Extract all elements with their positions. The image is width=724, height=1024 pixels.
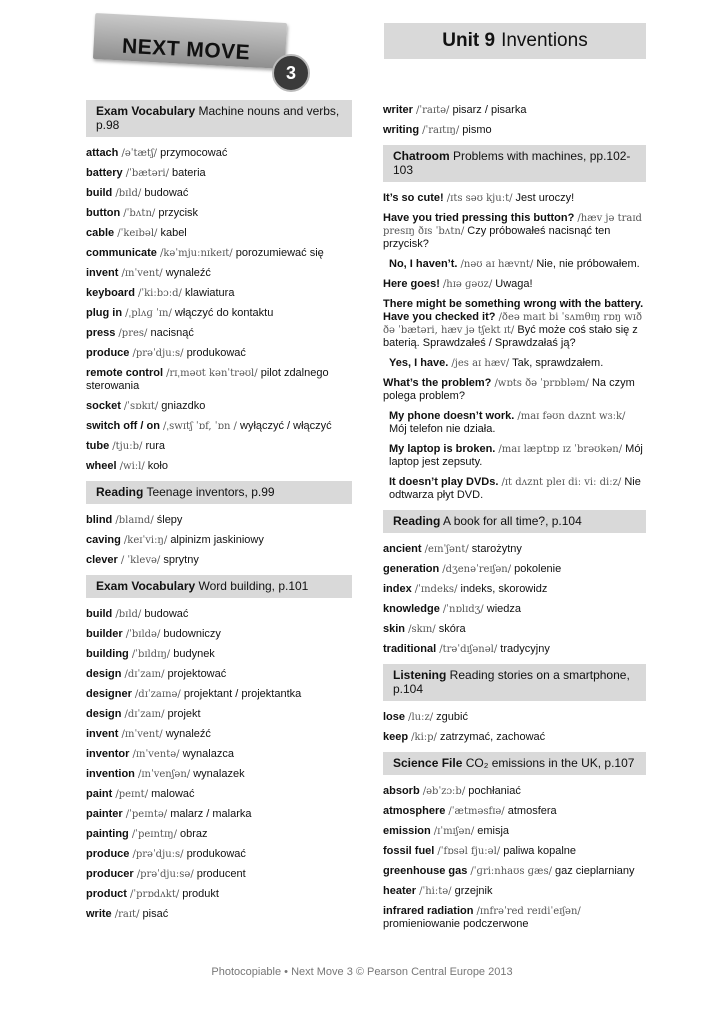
section-title: Reading — [96, 485, 144, 499]
vocab-phonetic: /raɪt/ — [114, 909, 140, 920]
vocab-phonetic: /peɪnt/ — [115, 789, 149, 800]
vocab-entry — [86, 287, 352, 300]
vocab-phonetic: /ɪnˈvenʃən/ — [137, 769, 191, 780]
vocab-entry — [86, 668, 352, 681]
vocab-translation: kabel — [160, 227, 187, 239]
vocab-word: button — [86, 207, 121, 219]
vocab-word: designer — [86, 688, 132, 700]
vocab-entry — [86, 167, 352, 180]
vocab-phonetic: /ˈsɒkɪt/ — [123, 401, 159, 412]
vocab-entry — [383, 258, 646, 271]
vocab-entry — [383, 731, 646, 744]
vocab-translation: wyłączyć / włączyć — [240, 420, 332, 432]
right-column — [383, 104, 646, 938]
vocab-entry — [383, 410, 646, 436]
vocab-word: invention — [86, 768, 135, 780]
vocab-phonetic: /ɪˈmɪʃən/ — [433, 826, 475, 837]
vocab-phonetic: /dɪˈzaɪn/ — [124, 669, 165, 680]
vocab-word: ancient — [383, 543, 422, 555]
vocab-translation: produkować — [186, 848, 246, 860]
vocab-translation: obraz — [180, 828, 208, 840]
section-header — [86, 100, 352, 137]
section-subtitle: Machine nouns and verbs, p.98 — [96, 104, 340, 132]
vocab-entry — [86, 187, 352, 200]
vocab-translation: emisja — [477, 825, 510, 837]
vocab-word: design — [86, 668, 122, 680]
vocab-translation: paliwa kopalne — [503, 845, 576, 857]
vocab-phonetic: /prəˈdjuːs/ — [132, 849, 184, 860]
section-title: Science File — [393, 756, 463, 770]
vocab-translation: Mój telefon nie działa. — [389, 423, 496, 435]
vocab-word: build — [86, 608, 113, 620]
vocab-word: invent — [86, 267, 119, 279]
unit-label: Unit 9 — [442, 30, 496, 51]
vocab-word: wheel — [86, 460, 117, 472]
vocab-word: index — [383, 583, 412, 595]
vocab-phonetic: /ðeə maɪt bi ˈsʌmθɪŋ rɒŋ wɪð ðə ˈbætəri, hæv jə tʃekt ɪt/ — [383, 312, 643, 336]
vocab-word: caving — [86, 534, 121, 546]
vocab-translation: promieniowanie podczerwone — [383, 918, 529, 930]
vocab-phonetic: /ɪnˈvent/ — [121, 268, 163, 279]
vocab-entry — [86, 608, 352, 621]
vocab-translation: klawiatura — [184, 287, 235, 299]
vocab-phonetic: /jes aɪ hæv/ — [451, 358, 510, 369]
vocab-entry — [86, 828, 352, 841]
vocab-entry — [86, 534, 352, 547]
vocab-translation: sprytny — [163, 554, 199, 566]
section-subtitle: Reading stories on a smartphone, p.104 — [393, 668, 630, 696]
vocab-word: plug in — [86, 307, 123, 319]
vocab-phonetic: /pres/ — [118, 328, 148, 339]
vocab-entry — [86, 267, 352, 280]
section-title: Exam Vocabulary — [96, 104, 196, 118]
vocab-translation: gaz cieplarniany — [555, 865, 635, 877]
vocab-translation: Nie, nie próbowałem. — [536, 258, 640, 270]
vocab-phonetic: /hæv jə traɪd presɪŋ ðɪs ˈbʌtn/ — [383, 213, 642, 237]
vocab-translation: bateria — [172, 167, 206, 179]
vocab-phonetic: /ˈbætəri/ — [125, 168, 169, 179]
vocab-phonetic: /ˈɪndeks/ — [414, 584, 458, 595]
vocab-word: painter — [86, 808, 123, 820]
vocab-phonetic: /ˈraɪtɪŋ/ — [422, 125, 460, 136]
vocab-entry — [86, 808, 352, 821]
vocab-translation: Uwaga! — [495, 278, 533, 290]
section-subtitle: Word building, p.101 — [195, 579, 309, 593]
vocab-phonetic: /tjuːb/ — [112, 441, 143, 452]
vocab-phonetic: /ˈnɒlɪdʒ/ — [442, 604, 484, 615]
vocab-word: What’s the problem? — [383, 377, 492, 389]
vocab-translation: indeks, skorowidz — [460, 583, 548, 595]
vocab-word: inventor — [86, 748, 130, 760]
next-move-logo — [88, 12, 312, 84]
vocab-phonetic: /ˈkeɪbəl/ — [117, 228, 158, 239]
vocab-phonetic: /ˈfɒsəl fjuːəl/ — [437, 846, 501, 857]
vocab-word: tube — [86, 440, 110, 452]
vocab-word: Yes, I have. — [389, 357, 449, 369]
vocab-word: paint — [86, 788, 113, 800]
vocab-translation: przycisk — [158, 207, 199, 219]
vocab-phonetic: /ɪt dʌznt pleɪ diː viː diːz/ — [501, 477, 622, 488]
vocab-word: remote control — [86, 367, 164, 379]
vocab-entry — [383, 298, 646, 350]
vocab-word: painting — [86, 828, 129, 840]
vocab-phonetic: /ˈraɪtə/ — [416, 105, 450, 116]
vocab-entry — [383, 443, 646, 469]
vocab-translation: ślepy — [156, 514, 183, 526]
vocab-word: fossil fuel — [383, 845, 435, 857]
vocab-word: generation — [383, 563, 440, 575]
vocab-translation: Mój laptop jest zepsuty. — [389, 443, 643, 468]
vocab-phonetic: /ˌswɪtʃ ˈɒf, ˈɒn / — [163, 421, 237, 432]
vocab-entry — [86, 367, 352, 393]
vocab-phonetic: /kiːp/ — [411, 732, 437, 743]
logo-number-badge: 3 — [272, 54, 310, 92]
vocab-entry — [383, 805, 646, 818]
vocab-entry — [86, 908, 352, 921]
vocab-entry — [86, 420, 352, 433]
vocab-phonetic: /ˈbɪldɪŋ/ — [131, 649, 171, 660]
vocab-word: builder — [86, 628, 123, 640]
vocab-translation: Czy próbowałeś nacisnąć ten przycisk? — [383, 225, 611, 250]
vocab-translation: Jest uroczy! — [515, 192, 575, 204]
vocab-phonetic: /kəˈmjuːnɪkeɪt/ — [159, 248, 233, 259]
vocab-translation: projektować — [167, 668, 227, 680]
vocab-phonetic: /ˈpeɪntə/ — [125, 809, 168, 820]
vocab-phonetic: /bɪld/ — [115, 609, 142, 620]
vocab-entry — [86, 147, 352, 160]
vocab-phonetic: /wɒts ðə ˈprɒbləm/ — [494, 378, 589, 389]
section-header — [383, 510, 646, 533]
vocab-entry — [383, 124, 646, 137]
vocab-entry — [383, 212, 646, 251]
vocab-entry — [86, 440, 352, 453]
vocab-phonetic: /hɪə ɡəʊz/ — [442, 279, 493, 290]
vocab-translation: koło — [147, 460, 168, 472]
vocab-translation: budowniczy — [163, 628, 221, 640]
vocab-translation: pisarz / pisarka — [452, 104, 527, 116]
vocab-word: press — [86, 327, 116, 339]
vocab-translation: Tak, sprawdzałem. — [512, 357, 604, 369]
vocab-translation: wynalazca — [182, 748, 234, 760]
vocab-entry — [383, 623, 646, 636]
vocab-entry — [383, 476, 646, 502]
vocab-entry — [383, 104, 646, 117]
vocab-word: cable — [86, 227, 115, 239]
vocab-translation: włączyć do kontaktu — [174, 307, 274, 319]
vocab-phonetic: /dɪˈzaɪn/ — [124, 709, 165, 720]
vocab-word: No, I haven’t. — [389, 258, 458, 270]
vocab-entry — [383, 563, 646, 576]
vocab-word: attach — [86, 147, 119, 159]
vocab-word: battery — [86, 167, 123, 179]
vocab-word: It’s so cute! — [383, 192, 444, 204]
vocab-entry — [383, 357, 646, 370]
section-subtitle: A book for all time?, p.104 — [440, 514, 582, 528]
page-footer: Photocopiable • Next Move 3 © Pearson Central Europe 2013 — [211, 966, 513, 978]
vocab-phonetic: /luːz/ — [408, 712, 434, 723]
vocab-phonetic: /dɪˈzaɪnə/ — [134, 689, 181, 700]
vocab-word: design — [86, 708, 122, 720]
section-title: Reading — [393, 514, 441, 528]
vocab-translation: grzejnik — [454, 885, 493, 897]
vocab-phonetic: /əˈtætʃ/ — [121, 148, 158, 159]
vocab-entry — [86, 207, 352, 220]
vocab-phonetic: /maɪ læptɒp ɪz ˈbrəʊkən/ — [498, 444, 623, 455]
section-subtitle: CO₂ emissions in the UK, p.107 — [462, 756, 635, 770]
vocab-translation: budować — [144, 187, 189, 199]
vocab-word: infrared radiation — [383, 905, 474, 917]
vocab-word: keyboard — [86, 287, 135, 299]
vocab-translation: budynek — [173, 648, 215, 660]
vocab-translation: pisać — [142, 908, 169, 920]
vocab-entry — [86, 748, 352, 761]
vocab-word: My laptop is broken. — [389, 443, 496, 455]
vocab-word: greenhouse gas — [383, 865, 468, 877]
vocab-phonetic: /ˈɡriːnhaʊs ɡæs/ — [470, 866, 552, 877]
vocab-translation: pismo — [462, 124, 492, 136]
vocab-word: knowledge — [383, 603, 440, 615]
section-header — [383, 145, 646, 182]
vocab-translation: produkować — [186, 347, 246, 359]
vocab-entry — [383, 905, 646, 931]
vocab-word: building — [86, 648, 129, 660]
vocab-word: invent — [86, 728, 119, 740]
vocab-translation: zatrzymać, zachować — [439, 731, 546, 743]
vocab-word: skin — [383, 623, 406, 635]
vocab-translation: produkt — [182, 888, 219, 900]
vocab-translation: producent — [196, 868, 246, 880]
vocab-entry — [383, 603, 646, 616]
vocab-entry — [383, 825, 646, 838]
vocab-word: writer — [383, 104, 413, 116]
vocab-translation: pokolenie — [514, 563, 562, 575]
vocab-translation: przymocować — [160, 147, 228, 159]
vocab-translation: rura — [145, 440, 165, 452]
vocab-phonetic: /eɪnˈʃənt/ — [424, 544, 469, 555]
vocab-word: My phone doesn’t work. — [389, 410, 515, 422]
vocab-phonetic: /dʒenəˈreɪʃən/ — [442, 564, 512, 575]
vocab-translation: porozumiewać się — [235, 247, 324, 259]
section-title: Exam Vocabulary — [96, 579, 196, 593]
vocab-phonetic: /rɪˌməʊt kənˈtrəʊl/ — [166, 368, 258, 379]
section-title: Chatroom — [393, 149, 450, 163]
left-column — [86, 100, 352, 928]
vocab-entry — [383, 885, 646, 898]
section-subtitle: Problems with machines, pp.102-103 — [393, 149, 631, 177]
vocab-phonetic: /ɪnˈvent/ — [121, 729, 163, 740]
vocab-entry — [86, 688, 352, 701]
vocab-word: heater — [383, 885, 417, 897]
vocab-word: produce — [86, 347, 130, 359]
section-header — [86, 481, 352, 504]
vocab-phonetic: /əbˈzɔːb/ — [422, 786, 466, 797]
vocab-phonetic: /maɪ fəʊn dʌznt wɜːk/ — [517, 411, 626, 422]
vocab-word: clever — [86, 554, 118, 566]
vocab-phonetic: /blaɪnd/ — [115, 515, 154, 526]
vocab-entry — [86, 648, 352, 661]
vocab-phonetic: / ˈklevə/ — [120, 555, 161, 566]
vocab-phonetic: /trəˈdɪʃənəl/ — [439, 644, 498, 655]
vocab-word: socket — [86, 400, 121, 412]
vocab-word: There might be something wrong with the battery. Have you checked it? — [383, 298, 644, 323]
vocab-translation: budować — [144, 608, 189, 620]
vocab-word: traditional — [383, 643, 437, 655]
vocab-entry — [86, 628, 352, 641]
vocab-entry — [86, 554, 352, 567]
vocab-entry — [383, 543, 646, 556]
vocab-word: keep — [383, 731, 409, 743]
vocab-entry — [86, 460, 352, 473]
section-subtitle: Teenage inventors, p.99 — [143, 485, 275, 499]
vocab-word: product — [86, 888, 127, 900]
vocab-word: blind — [86, 514, 113, 526]
vocab-phonetic: /prəˈdjuːsə/ — [136, 869, 194, 880]
vocab-word: Have you tried pressing this button? — [383, 212, 575, 224]
vocab-translation: pochłaniać — [468, 785, 521, 797]
vocab-phonetic: /ɪts səʊ kjuːt/ — [446, 193, 513, 204]
vocab-word: emission — [383, 825, 431, 837]
vocab-translation: malować — [151, 788, 195, 800]
vocab-phonetic: /bɪld/ — [115, 188, 142, 199]
vocab-word: write — [86, 908, 112, 920]
vocab-translation: starożytny — [471, 543, 522, 555]
vocab-translation: projektant / projektantka — [183, 688, 302, 700]
vocab-entry — [86, 347, 352, 360]
vocab-word: atmosphere — [383, 805, 446, 817]
vocab-entry — [86, 227, 352, 240]
vocab-translation: projekt — [167, 708, 201, 720]
vocab-phonetic: /ˈpeɪntɪŋ/ — [131, 829, 177, 840]
vocab-phonetic: /ˈkiːbɔːd/ — [137, 288, 182, 299]
vocab-entry — [86, 788, 352, 801]
vocab-phonetic: /ˈhiːtə/ — [419, 886, 452, 897]
vocab-translation: wynaleźć — [165, 728, 211, 740]
vocab-translation: skóra — [438, 623, 466, 635]
vocab-word: Here goes! — [383, 278, 440, 290]
vocab-entry — [383, 711, 646, 724]
vocab-phonetic: /ɪnˈventə/ — [132, 749, 180, 760]
vocab-phonetic: /ɪnfrəˈred reɪdiˈeɪʃən/ — [476, 906, 581, 917]
vocab-entry — [86, 400, 352, 413]
vocab-word: produce — [86, 848, 130, 860]
vocab-entry — [86, 327, 352, 340]
section-header — [383, 664, 646, 701]
vocab-word: producer — [86, 868, 134, 880]
section-header — [383, 752, 646, 775]
vocab-phonetic: /wiːl/ — [119, 461, 145, 472]
vocab-phonetic: /prəˈdjuːs/ — [132, 348, 184, 359]
vocab-translation: wynaleźć — [165, 267, 211, 279]
vocab-translation: atmosfera — [507, 805, 557, 817]
vocab-entry — [86, 247, 352, 260]
vocab-translation: pilot zdalnego sterowania — [86, 367, 329, 392]
vocab-entry — [86, 307, 352, 320]
vocab-phonetic: /keɪˈviːŋ/ — [123, 535, 168, 546]
vocab-entry — [383, 583, 646, 596]
vocab-entry — [383, 845, 646, 858]
vocab-phonetic: /ˈprɒdʌkt/ — [130, 889, 180, 900]
vocab-translation: wynalazek — [193, 768, 245, 780]
unit-title: Inventions — [501, 30, 588, 51]
vocab-entry — [86, 708, 352, 721]
vocab-translation: tradycyjny — [500, 643, 550, 655]
vocab-word: build — [86, 187, 113, 199]
vocab-entry — [383, 785, 646, 798]
vocab-entry — [383, 865, 646, 878]
vocab-translation: gniazdko — [161, 400, 206, 412]
vocab-translation: wiedza — [486, 603, 521, 615]
vocab-entry — [383, 192, 646, 205]
vocab-translation: alpinizm jaskiniowy — [170, 534, 264, 546]
vocab-translation: Nie odtwarza płyt DVD. — [389, 476, 641, 501]
vocab-translation: Być może coś stało się z baterią. Sprawdzałeś / Sprawdzałaś ją? — [383, 324, 638, 349]
vocab-word: absorb — [383, 785, 420, 797]
vocab-entry — [86, 514, 352, 527]
vocab-phonetic: /skɪn/ — [408, 624, 436, 635]
vocab-translation: nacisnąć — [150, 327, 194, 339]
vocab-word: communicate — [86, 247, 157, 259]
vocab-entry — [86, 768, 352, 781]
vocab-word: lose — [383, 711, 406, 723]
vocab-entry — [86, 888, 352, 901]
vocab-entry — [383, 278, 646, 291]
vocab-phonetic: /ˈætməsfɪə/ — [448, 806, 505, 817]
vocab-translation: malarz / malarka — [170, 808, 252, 820]
vocab-word: writing — [383, 124, 420, 136]
vocab-translation: zgubić — [436, 711, 468, 723]
vocab-entry — [86, 868, 352, 881]
vocab-word: switch off / on — [86, 420, 160, 432]
vocab-translation: Na czym polega problem? — [383, 377, 635, 402]
logo-text: NEXT MOVE — [121, 34, 251, 65]
section-header — [86, 575, 352, 598]
vocab-entry — [86, 848, 352, 861]
unit-header — [384, 23, 646, 59]
vocab-phonetic: /nəʊ aɪ hævnt/ — [460, 259, 534, 270]
vocab-entry — [383, 377, 646, 403]
vocab-entry — [383, 643, 646, 656]
vocab-phonetic: /ˈbʌtn/ — [123, 208, 156, 219]
vocab-phonetic: /ˈbɪldə/ — [125, 629, 161, 640]
section-title: Listening — [393, 668, 447, 682]
vocab-word: It doesn’t play DVDs. — [389, 476, 499, 488]
vocab-phonetic: /ˌplʌɡ ˈɪn/ — [125, 308, 172, 319]
vocab-entry — [86, 728, 352, 741]
